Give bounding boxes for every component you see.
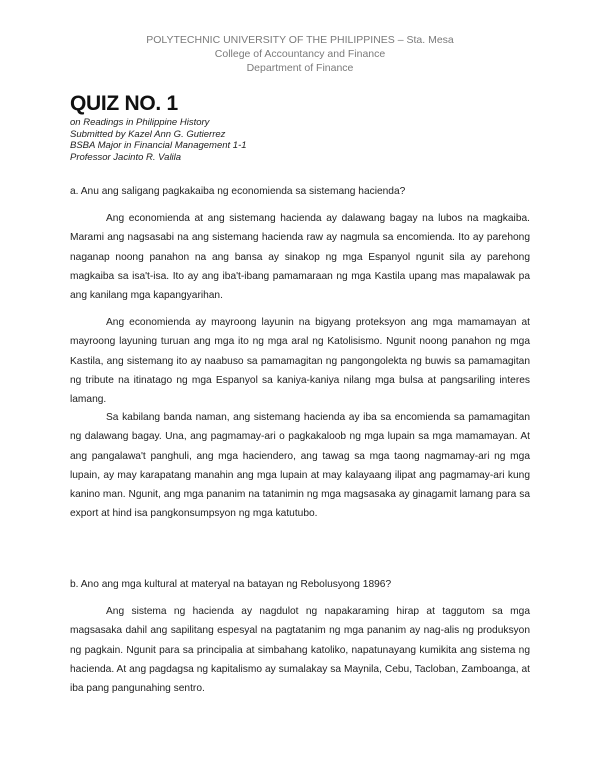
course-line: on Readings in Philippine History: [70, 117, 210, 128]
answer-a-paragraph-2: Ang economienda ay mayroong layunin na bigyang proteksyon ang mga mamamayan at mayroong layuning turuan ang mga ito ng mga aral ng Katolisismo. Ngunit noong panahon ng mga Kastila, ang sistemang ito ay naabuso sa pamamagitan ng pangongolekta ng buwis sa pamamagitan ng tribute na itinatago ng mga Espanyol sa kaniya-kaniya nilang mga bulsa at pangsariling interes lamang.: [70, 317, 530, 406]
answer-a-paragraph-1: Ang economienda at ang sistemang hacienda ay dalawang bagay na lubos na magkaiba. Marami ang nagsasabi na ang sistemang hacienda raw ay nagmula sa encomienda. Ito ay parehong naganap noong panahon na ang bansa ay sinakop ng mga Espanyol ngunit sila ay parehong magkaiba sa isa't-isa. Ito ay ang iba't-ibang pamamaraan ng mga Kastila upang mas mapalawak pa ang kanilang mga kapangyarihan.: [70, 213, 530, 302]
department-name: Department of Finance: [246, 62, 354, 74]
program-line: BSBA Major in Financial Management 1-1: [70, 140, 247, 151]
question-b: b. Ano ang mga kultural at materyal na batayan ng Rebolusyong 1896?: [70, 579, 392, 590]
answer-b-paragraph-1: Ang sistema ng hacienda ay nagdulot ng napakaraming hirap at taggutom sa mga magsasaka dahil ang sapilitang espesyal na pagtatanim ng mga pananim ay nag-alis ng produksyon ng pagkain. Ngunit para sa principalia at simbahang katoliko, napatunayang kumikita ang sistema ng hacienda. At ang pagdagsa ng kapitalismo ay sumalakay sa Maynila, Cebu, Tacloban, Zamboanga, at iba pang pangunahing sentro.: [70, 606, 530, 695]
professor-line: Professor Jacinto R. Valila: [70, 151, 182, 163]
university-name: POLYTECHNIC UNIVERSITY OF THE PHILIPPINES – Sta. Mesa: [146, 34, 454, 46]
answer-a-paragraph-3: Sa kabilang banda naman, ang sistemang hacienda ay iba sa encomienda sa pamamagitan ng dalawang bagay. Una, ang pagmamay-ari o pagkakaloob ng mga lupain sa mga mamamayan. At ang pangalawa't panghuli, ang mga haciendero, ang tawag sa mga taong nagmamay-ari ng mga lupain, ay may karapatang manahin ang mga lupain at may kalayaang ilipat ang pagmamay-ari kung kanino man. Ngunit, ang mga pananim na tatanimin ng mga magsasaka ay ginagamit lamang para sa export at hind isa pangkonsumpsyon ng mga katutubo.: [70, 412, 530, 520]
college-name: College of Accountancy and Finance: [214, 48, 386, 60]
submission-info: [70, 117, 247, 163]
question-a: a. Anu ang saligang pagkakaiba ng economienda sa sistemang hacienda?: [70, 186, 406, 197]
document-header: [0, 33, 600, 75]
author-line: Submitted by Kazel Ann G. Gutierrez: [70, 128, 226, 140]
page-title: QUIZ NO. 1: [70, 92, 178, 115]
